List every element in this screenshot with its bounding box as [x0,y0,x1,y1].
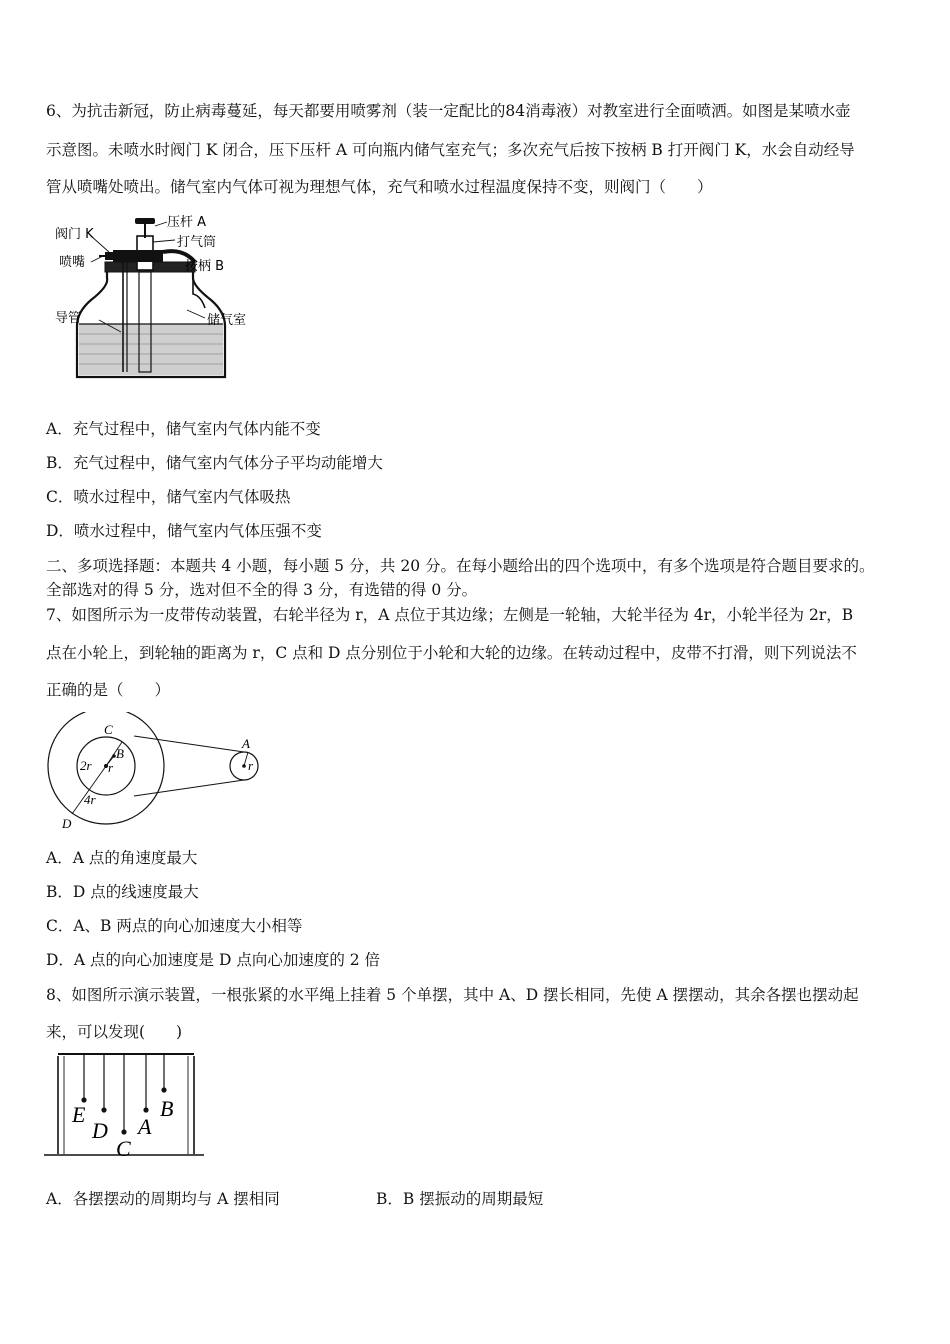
pendulum-label-a: A [138,1114,152,1139]
q8-stem-line-2: 来，可以发现( ) [46,1023,183,1041]
q6-option-a: A．充气过程中，储气室内气体内能不变 [46,420,321,438]
pendulum-label-c: C [116,1136,131,1161]
pendulum-d-bob [101,1107,106,1112]
sprayer-figure [55,212,255,384]
pendulum-a-bob [143,1107,148,1112]
pendulum-label-b: B [160,1096,174,1121]
q7-option-d: D．A 点的向心加速度是 D 点向心加速度的 2 倍 [46,951,381,969]
sprayer-label-chamber: 储气室 [207,313,247,328]
q7-stem-line-2: 点在小轮上，到轮轴的距离为 r，C 点和 D 点分别位于小轮和大轮的边缘。在转动过程中，皮带不打滑，则下列说法不 [46,644,857,662]
q6-stem-line-3: 管从喷嘴处喷出。储气室内气体可视为理想气体，充气和喷水过程温度保持不变，则阀门（ ） [46,178,713,196]
q8-option-a: A．各摆摆动的周期均与 A 摆相同 [46,1190,280,1208]
belt-drive-figure [40,712,270,832]
belt-label-4r: 4r [84,792,96,807]
q6-stem-line-2: 示意图。未喷水时阀门 K 闭合，压下压杆 A 可向瓶内储气室充气；多次充气后按下按柄 B 打开阀门 K，水会自动经导 [46,141,855,159]
sprayer-label-valve: 阀门 K [55,227,94,242]
sprayer-label-press-rod: 压杆 A [167,215,207,230]
pendulum-figure [44,1050,214,1162]
q8-stem-line-1: 8、如图所示演示装置，一根张紧的水平绳上挂着 5 个单摆，其中 A、D 摆长相同，先使 A 摆摆动，其余各摆也摆动起 [46,986,859,1004]
q6-stem-line-1: 6、为抗击新冠，防止病毒蔓延，每天都要用喷雾剂（装一定配比的84消毒液）对教室进行全面喷洒。如图是某喷水壶 [46,102,851,120]
sprayer-label-nozzle: 喷嘴 [59,255,86,270]
section2-instructions-line-1: 二、多项选择题：本题共 4 小题，每小题 5 分，共 20 分。在每小题给出的四个选项中，有多个选项是符合题目要求的。 [46,557,875,575]
pendulum-c-bob [121,1129,126,1134]
belt-label-r-right: r [248,758,254,773]
belt-label-c: C [104,722,113,737]
section2-instructions-line-2: 全部选对的得 5 分，选对但不全的得 3 分，有选错的得 0 分。 [46,581,478,599]
pendulum-b-bob [161,1087,166,1092]
q7-option-c: C．A、B 两点的向心加速度大小相等 [46,917,303,935]
q7-option-b: B．D 点的线速度最大 [46,883,199,901]
q7-option-a: A．A 点的角速度最大 [46,849,198,867]
sprayer-label-handle: 按柄 B [185,259,225,274]
pendulum-label-d: D [92,1118,108,1143]
sprayer-label-tube: 导管 [55,311,82,326]
q7-stem-line-1: 7、如图所示为一皮带传动装置，右轮半径为 r，A 点位于其边缘；左侧是一轮轴，大轮半径为 4r，小轮半径为 2r，B [46,606,854,624]
pendulum-label-e: E [72,1102,86,1127]
belt-label-a: A [242,736,250,751]
q7-stem-line-3: 正确的是（ ） [46,681,171,699]
sprayer-label-pump: 打气筒 [177,235,217,250]
belt-label-d: D [62,816,72,831]
q8-option-b: B．B 摆振动的周期最短 [376,1190,544,1208]
belt-label-2r: 2r [80,758,92,773]
q6-option-b: B．充气过程中，储气室内气体分子平均动能增大 [46,454,383,472]
q6-option-d: D．喷水过程中，储气室内气体压强不变 [46,522,322,540]
q6-option-c: C．喷水过程中，储气室内气体吸热 [46,488,291,506]
belt-label-b: B [116,746,124,761]
belt-label-r-left: r [108,760,114,775]
